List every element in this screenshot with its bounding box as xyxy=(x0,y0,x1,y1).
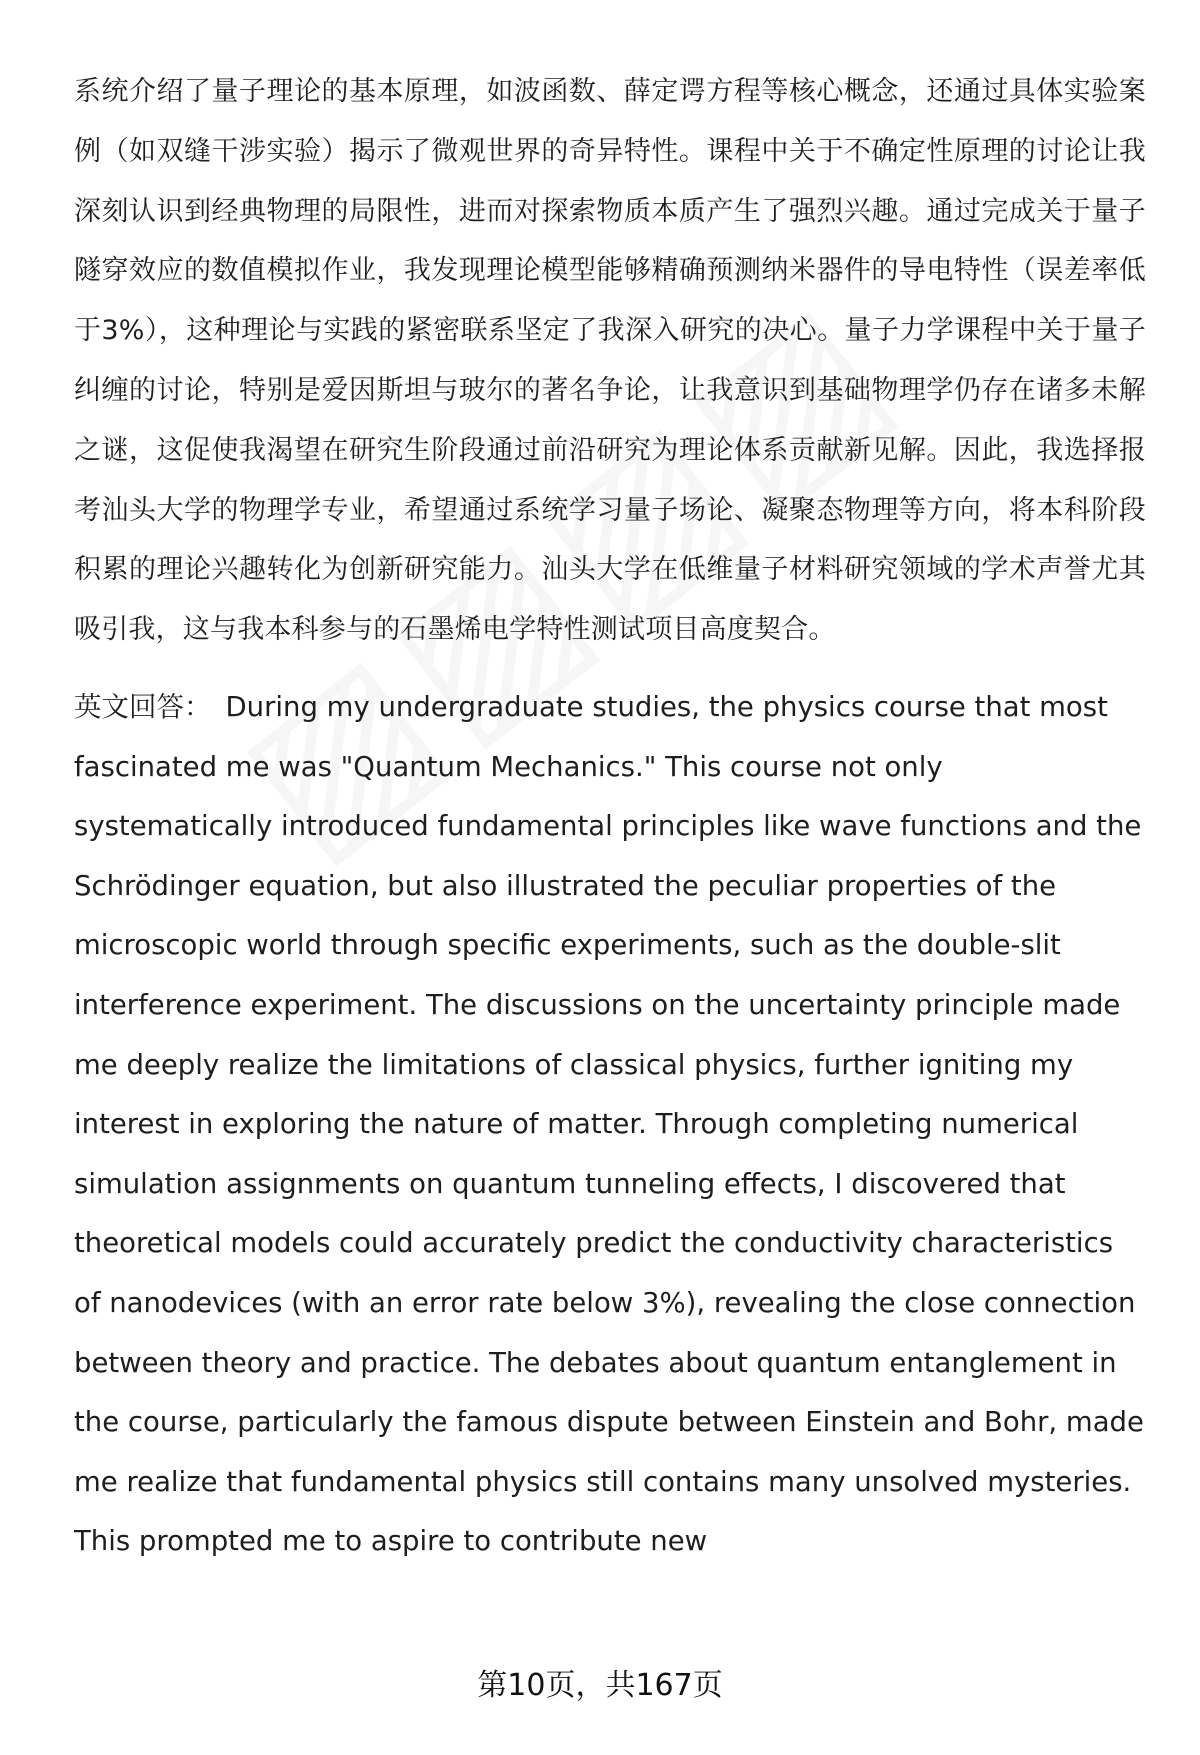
page-content xyxy=(74,62,1146,1572)
english-answer-label: 英文回答： xyxy=(74,690,212,723)
english-answer-paragraph xyxy=(74,678,1146,1572)
chinese-answer-paragraph: 系统介绍了量子理论的基本原理，如波函数、薛定谔方程等核心概念，还通过具体实验案例（如双缝干涉实验）揭示了微观世界的奇异特性。课程中关于不确定性原理的讨论让我深刻认识到经典物理的局限性，进而对探索物质本质产生了强烈兴趣。通过完成关于量子隧穿效应的数值模拟作业，我发现理论模型能够精确预测纳米器件的导电特性（误差率低于3%），这种理论与实践的紧密联系坚定了我深入研究的决心。量子力学课程中关于量子纠缠的讨论，特别是爱因斯坦与玻尔的著名争论，让我意识到基础物理学仍存在诸多未解之谜，这促使我渴望在研究生阶段通过前沿研究为理论体系贡献新见解。因此，我选择报考汕头大学的物理学专业，希望通过系统学习量子场论、凝聚态物理等方向，将本科阶段积累的理论兴趣转化为创新研究能力。汕头大学在低维量子材料研究领域的学术声誉尤其吸引我，这与我本科参与的石墨烯电学特性测试项目高度契合。 xyxy=(74,76,1146,646)
page-number-footer: 第10页，共167页 xyxy=(477,1668,723,1703)
english-answer-text: During my undergraduate studies, the physics course that most fascinated me was "Quantum Mechanics." This course not only systematically introduced fundamental principles like wave functions and the Schrödinger equation, but also illustrated the peculiar properties of the microscopic world through specific experiments, such as the double-slit interference experiment. The discussions on the uncertainty principle made me deeply realize the limitations of classical physics, further igniting my interest in exploring the nature of matter. Through completing numerical simulation assignments on quantum tunneling effects, I discovered that theoretical models could accurately predict the conductivity characteristics of nanodevices (with an error rate below 3%), revealing the close connection between theory and practice. The debates about quantum entanglement in the course, particularly the famous dispute between Einstein and Bohr, made me realize that fundamental physics still contains many unsolved mysteries. This prompted me to aspire to contribute new xyxy=(74,690,1144,1558)
